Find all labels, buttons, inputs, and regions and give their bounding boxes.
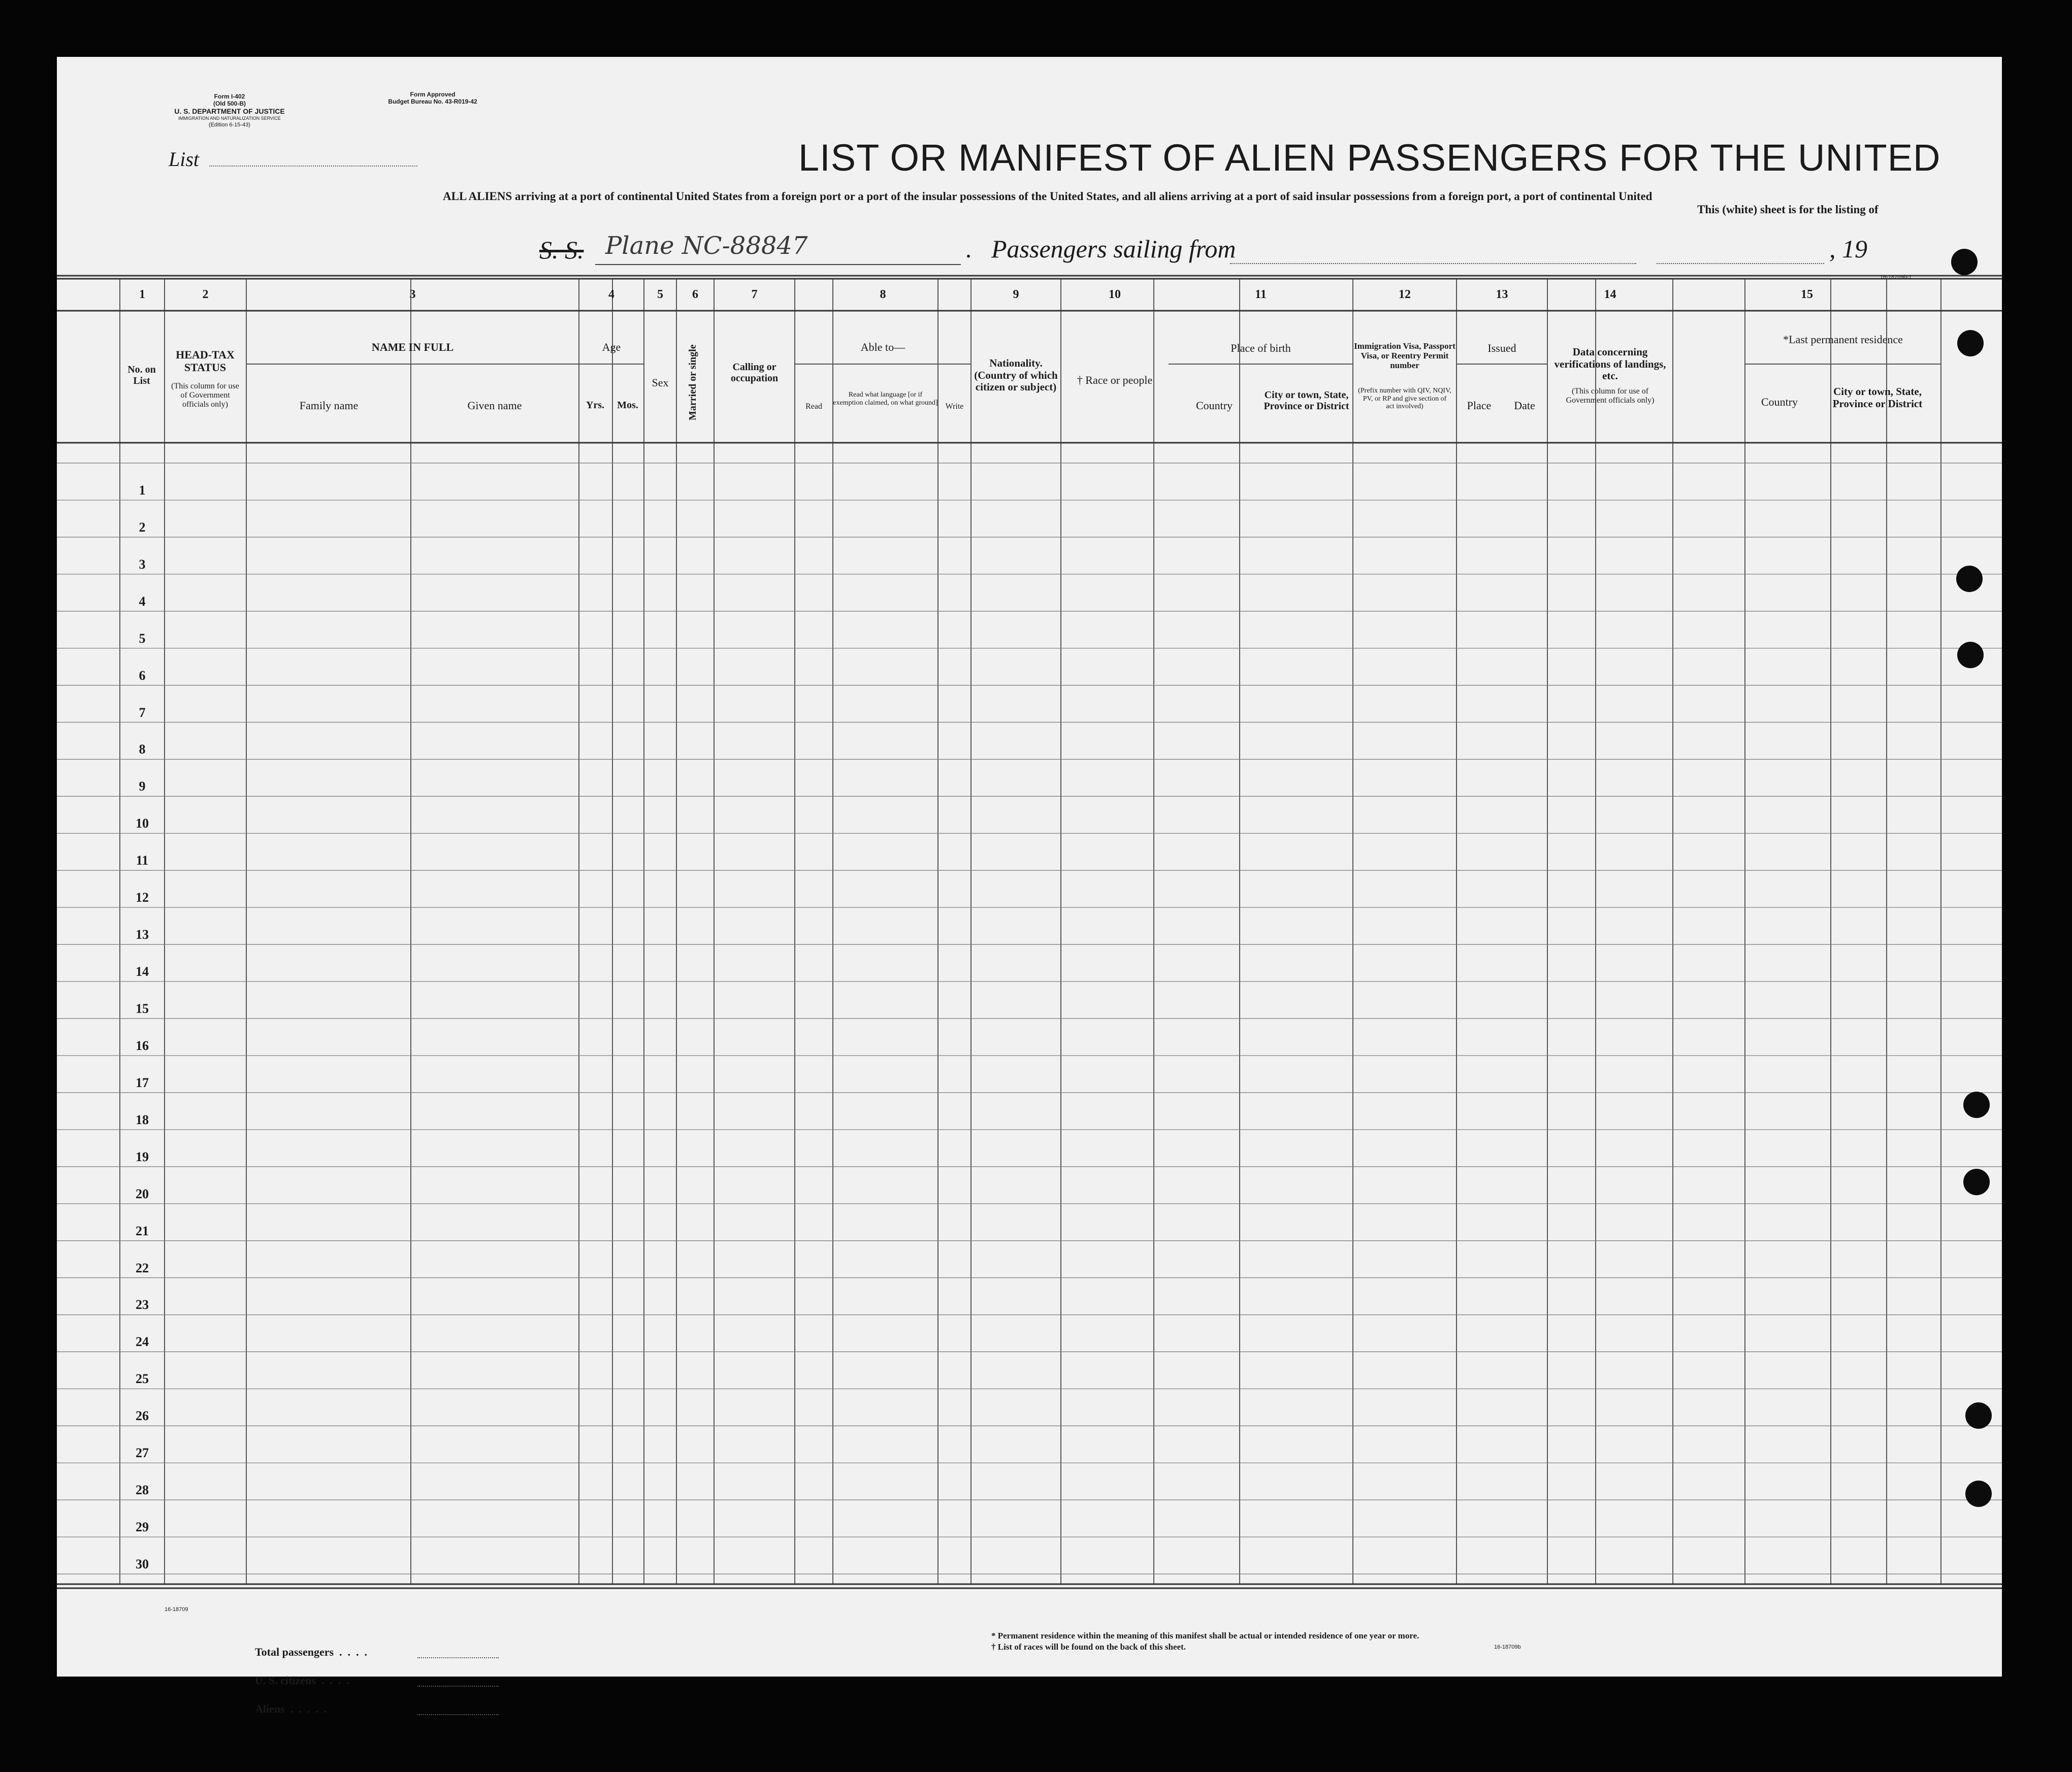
- row-number: 27: [136, 1446, 149, 1461]
- read-header: Read: [805, 402, 822, 411]
- row-number: 18: [136, 1112, 149, 1127]
- last-residence-header: *Last permanent residence: [1783, 333, 1903, 346]
- column-number-8: 8: [880, 288, 886, 301]
- row-number: 8: [139, 742, 146, 757]
- row-number: 2: [139, 519, 146, 535]
- name-in-full-header: NAME IN FULL: [371, 341, 454, 353]
- data-concerning-header: Data concerning verifications of landings, etc.: [1554, 346, 1666, 382]
- race-header: † Race or people: [1077, 374, 1153, 386]
- column-number-1: 1: [139, 288, 145, 301]
- residence-country-header: Country: [1761, 396, 1798, 408]
- manifest-title: LIST OR MANIFEST OF ALIEN PASSENGERS FOR THE UNITED: [798, 137, 1941, 179]
- form-old-number: (Old 500-B): [213, 100, 246, 107]
- issued-header: Issued: [1487, 342, 1516, 354]
- print-code: 16-18709b-1: [1880, 274, 1912, 280]
- row-number: 17: [136, 1075, 149, 1090]
- punch-hole: [1965, 1402, 1992, 1429]
- sailing-port-line[interactable]: [1230, 263, 1636, 264]
- birth-city-header: City or town, State, Province or District: [1264, 389, 1349, 412]
- footnote-races: † List of races will be found on the back of this sheet.: [991, 1642, 1186, 1652]
- year-label: , 19: [1829, 235, 1867, 263]
- issued-place-header: Place: [1467, 399, 1492, 412]
- row-number: 11: [136, 853, 149, 868]
- row-number: 30: [136, 1557, 149, 1571]
- aliens-field[interactable]: [417, 1714, 499, 1715]
- column-number-10: 10: [1109, 288, 1121, 301]
- row-number: 3: [139, 556, 146, 572]
- column-number-13: 13: [1496, 288, 1508, 301]
- column-number-11: 11: [1255, 288, 1267, 301]
- approval-line-1: Form Approved: [410, 91, 456, 98]
- total-passengers-field[interactable]: [417, 1657, 499, 1658]
- table-code: 16-18709: [165, 1606, 188, 1613]
- row-number: 14: [136, 964, 149, 979]
- us-citizens-field[interactable]: [417, 1686, 499, 1687]
- row-number: 15: [136, 1001, 149, 1016]
- row-number: 21: [136, 1223, 149, 1238]
- column-number-9: 9: [1013, 288, 1019, 301]
- row-number: 22: [136, 1260, 149, 1275]
- row-number: 6: [139, 668, 146, 683]
- age-header: Age: [602, 341, 621, 353]
- punch-hole: [1963, 1169, 1990, 1195]
- visa-note: (Prefix number with QIV, NQIV, PV, or RP and give section of act involved): [1358, 387, 1451, 411]
- married-single-header: Married or single: [687, 344, 698, 421]
- sailing-date-line[interactable]: [1657, 263, 1824, 264]
- nationality-header: Nationality. (Country of which citizen or subject): [974, 357, 1058, 393]
- row-number: 4: [139, 594, 146, 609]
- row-number: 24: [136, 1334, 149, 1350]
- birth-country-header: Country: [1195, 399, 1233, 412]
- row-number: 13: [136, 927, 149, 942]
- family-name-header: Family name: [299, 399, 359, 412]
- row-number: 9: [139, 779, 146, 794]
- column-number-12: 12: [1399, 288, 1411, 301]
- column-number-4: 4: [608, 288, 614, 301]
- no-on-list-header: No. on List: [127, 364, 156, 387]
- mos-header: Mos.: [617, 400, 638, 411]
- us-citizens-label: U. S. citizens . . . .: [255, 1674, 349, 1687]
- manifest-sheet: [57, 57, 2002, 1715]
- form-number: Form I-402: [214, 93, 245, 100]
- row-number: 1: [139, 482, 146, 498]
- row-number: 28: [136, 1483, 149, 1498]
- row-number: 12: [136, 890, 149, 905]
- service-name: IMMIGRATION AND NATURALIZATION SERVICE: [178, 116, 281, 121]
- vessel-name-handwritten[interactable]: Plane NC-88847: [605, 232, 808, 260]
- row-number: 19: [136, 1149, 149, 1164]
- total-passengers-label: Total passengers . . . .: [255, 1646, 368, 1658]
- data-concerning-note: (This column for use of Government officials only): [1566, 387, 1655, 405]
- list-label: List: [169, 148, 200, 171]
- vessel-name-line: [595, 264, 961, 265]
- footnote-permanent-residence: * Permanent residence within the meaning of this manifest shall be actual or intended residence of one year or more.: [991, 1631, 1419, 1640]
- column-number-15: 15: [1801, 288, 1813, 301]
- punch-hole: [1957, 330, 1984, 356]
- aliens-label: Aliens . . . . .: [255, 1702, 327, 1715]
- row-number: 23: [136, 1297, 149, 1312]
- head-tax-title: HEAD-TAX STATUS: [176, 348, 235, 374]
- row-number: 5: [139, 631, 146, 646]
- given-name-header: Given name: [467, 399, 522, 412]
- list-number-line[interactable]: [209, 166, 417, 167]
- row-number: 10: [136, 816, 149, 831]
- ss-label: S. S.: [539, 236, 584, 264]
- sex-header: Sex: [652, 376, 669, 389]
- place-of-birth-header: Place of birth: [1231, 342, 1291, 354]
- row-number: 29: [136, 1520, 149, 1535]
- row-number: 20: [136, 1186, 149, 1201]
- punch-hole: [1965, 1481, 1992, 1507]
- able-to-header: Able to—: [860, 341, 905, 353]
- write-header: Write: [945, 402, 964, 411]
- instructions-line-1: ALL ALIENS arriving at a port of continental United States from a foreign port or a port of the insular possessions of the United States, and all aliens arriving at a port of said insular possessions from a foreign port, a port of continental United: [443, 190, 1653, 203]
- passengers-sailing-from-label: . Passengers sailing from: [966, 235, 1236, 263]
- yrs-header: Yrs.: [586, 400, 605, 411]
- punch-hole: [1951, 249, 1978, 275]
- row-number: 25: [136, 1371, 149, 1387]
- residence-city-header: City or town, State, Province or District: [1832, 385, 1923, 410]
- approval-line-2: Budget Bureau No. 43-R019-42: [388, 98, 477, 105]
- punch-hole: [1963, 1092, 1990, 1118]
- visa-header: Immigration Visa, Passport Visa, or Reentry Permit number: [1354, 341, 1455, 371]
- column-number-5: 5: [657, 288, 663, 301]
- instructions-line-2: This (white) sheet is for the listing of: [1697, 203, 1879, 216]
- footnote-code: 16-18709b: [1494, 1644, 1521, 1650]
- column-number-3: 3: [409, 288, 416, 301]
- head-tax-note: (This column for use of Government officials only): [171, 382, 239, 409]
- column-number-7: 7: [751, 288, 758, 301]
- department-name: U. S. DEPARTMENT OF JUSTICE: [174, 107, 285, 115]
- column-number-6: 6: [692, 288, 698, 301]
- punch-hole: [1956, 566, 1983, 592]
- calling-header: Calling or occupation: [730, 362, 779, 384]
- column-number-14: 14: [1604, 288, 1616, 301]
- row-number: 16: [136, 1038, 149, 1053]
- punch-hole: [1957, 642, 1984, 668]
- row-number: 7: [139, 705, 146, 720]
- read-language-header: Read what language [or if exemption claimed, on what ground]: [833, 391, 938, 407]
- issued-date-header: Date: [1514, 399, 1535, 412]
- column-number-2: 2: [202, 288, 209, 301]
- row-number: 26: [136, 1408, 149, 1424]
- form-edition: (Edition 6-15-43): [209, 122, 250, 128]
